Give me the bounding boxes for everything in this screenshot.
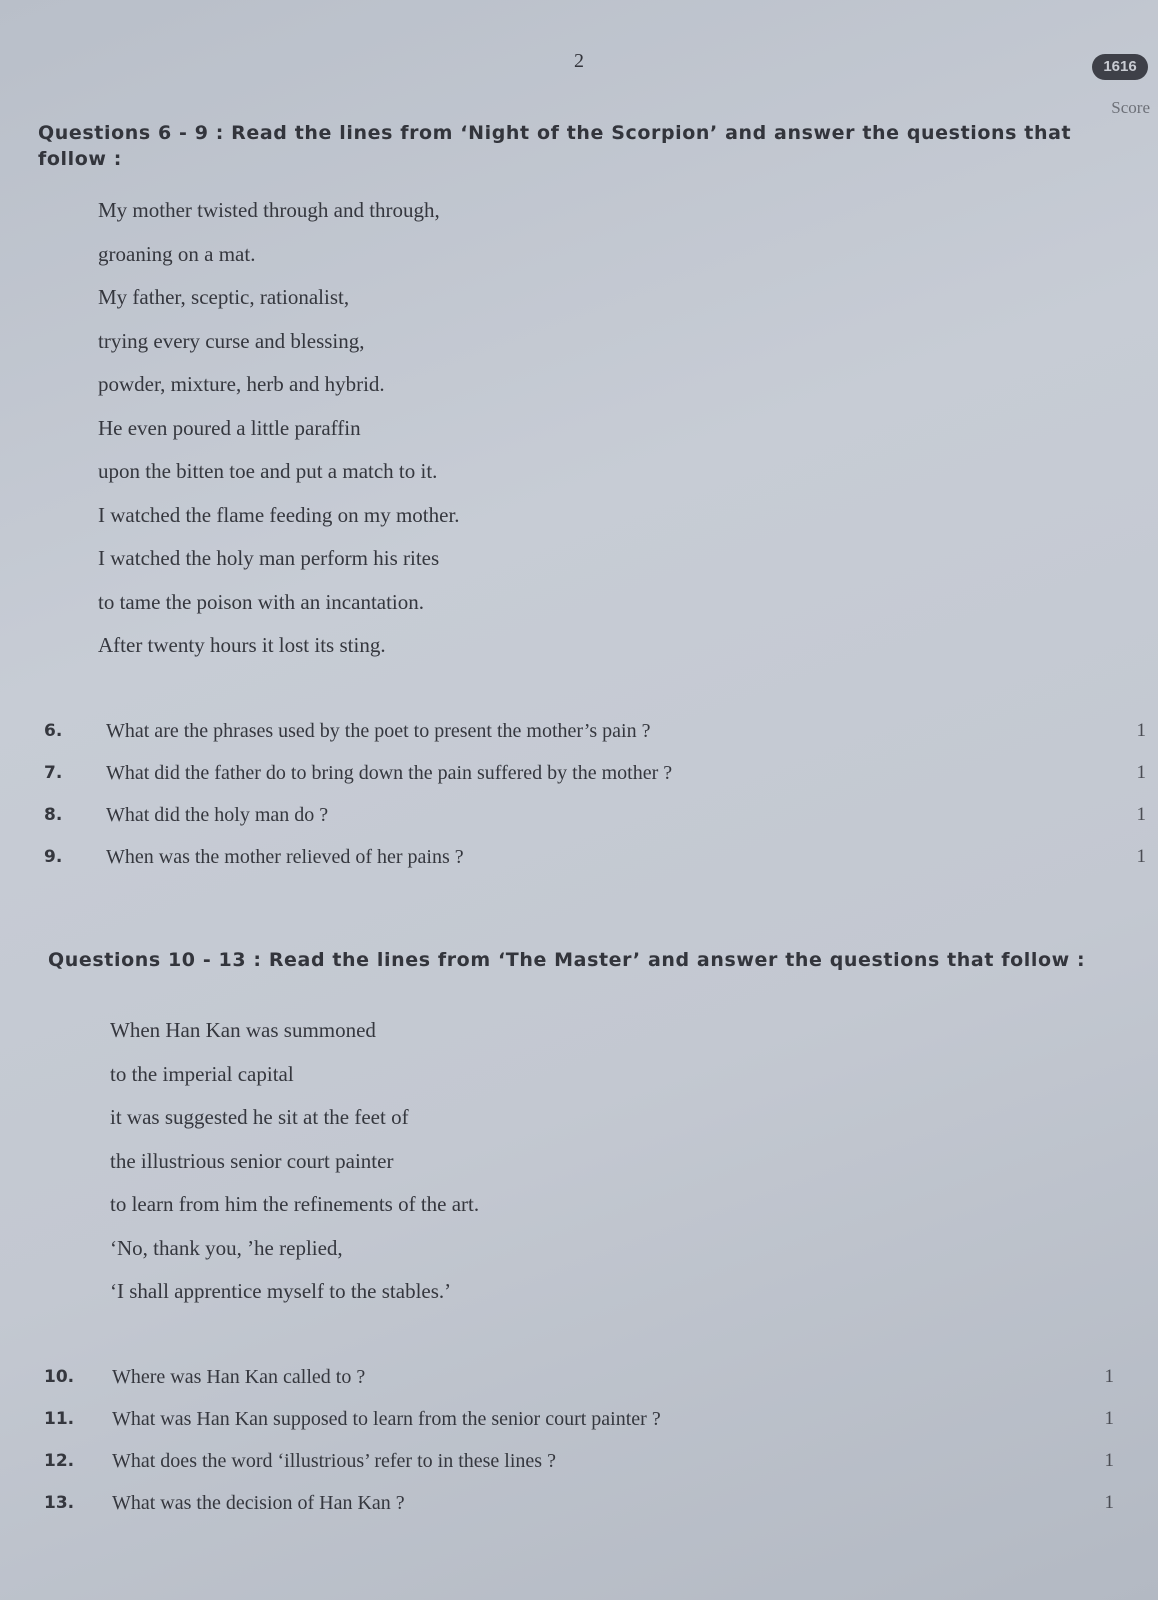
question-number: 7. bbox=[44, 763, 63, 783]
question-score: 1 bbox=[1136, 762, 1146, 783]
question-score: 1 bbox=[1136, 804, 1146, 825]
poem-line: groaning on a mat. bbox=[98, 241, 256, 266]
question-list bbox=[0, 1364, 1158, 1532]
question-number: 11. bbox=[44, 1409, 75, 1429]
poem-line: upon the bitten toe and put a match to it. bbox=[98, 459, 438, 483]
question-item bbox=[0, 760, 1158, 802]
question-item bbox=[0, 718, 1158, 760]
poem-line: He even poured a little paraffin bbox=[98, 415, 361, 440]
poem-extract bbox=[110, 1017, 479, 1322]
question-item bbox=[0, 1448, 1158, 1490]
question-item bbox=[0, 1406, 1158, 1448]
poem-line: trying every curse and blessing, bbox=[98, 328, 365, 353]
question-text: When was the mother relieved of her pains ? bbox=[106, 846, 464, 868]
poem-line: I watched the flame feeding on my mother. bbox=[98, 502, 460, 527]
poem-line: to tame the poison with an incantation. bbox=[98, 589, 425, 614]
score-column-label: Score bbox=[1111, 98, 1150, 117]
question-item bbox=[0, 844, 1158, 886]
question-text: What was the decision of Han Kan ? bbox=[112, 1492, 405, 1514]
question-item bbox=[0, 1490, 1158, 1532]
question-item bbox=[0, 1364, 1158, 1406]
question-number: 10. bbox=[44, 1367, 75, 1387]
poem-extract bbox=[98, 197, 460, 676]
question-score: 1 bbox=[1136, 846, 1146, 867]
paper-code-badge: 1616 bbox=[1092, 54, 1148, 80]
question-text: What does the word ‘illustrious’ refer to in these lines ? bbox=[112, 1450, 556, 1472]
poem-line: ‘No, thank you, ’he replied, bbox=[110, 1235, 343, 1260]
poem-line: the illustrious senior court painter bbox=[110, 1148, 394, 1173]
question-score: 1 bbox=[1104, 1492, 1114, 1513]
section-heading bbox=[38, 120, 1098, 172]
question-number: 12. bbox=[44, 1451, 75, 1471]
section-heading bbox=[48, 947, 1108, 973]
question-text: What was Han Kan supposed to learn from the senior court painter ? bbox=[112, 1408, 661, 1430]
question-item bbox=[0, 802, 1158, 844]
poem-line: powder, mixture, herb and hybrid. bbox=[98, 372, 385, 396]
poem-line: to the imperial capital bbox=[110, 1061, 294, 1086]
poem-line: After twenty hours it lost its sting. bbox=[98, 633, 386, 657]
question-text: What did the holy man do ? bbox=[106, 804, 329, 826]
poem-line: When Han Kan was summoned bbox=[110, 1018, 376, 1042]
poem-line: My mother twisted through and through, bbox=[98, 198, 440, 222]
section-heading-label: Questions 10 - 13 : bbox=[48, 949, 262, 971]
section-heading-label: Questions 6 - 9 : bbox=[38, 122, 224, 144]
question-text: What are the phrases used by the poet to present the mother’s pain ? bbox=[106, 720, 651, 742]
question-number: 6. bbox=[44, 721, 63, 741]
question-score: 1 bbox=[1104, 1408, 1114, 1429]
question-text: Where was Han Kan called to ? bbox=[112, 1366, 366, 1388]
question-number: 9. bbox=[44, 847, 63, 867]
poem-line: My father, sceptic, rationalist, bbox=[98, 285, 350, 309]
poem-line: it was suggested he sit at the feet of bbox=[110, 1105, 409, 1129]
page-number: 2 bbox=[574, 50, 584, 72]
question-list bbox=[0, 718, 1158, 886]
poem-line: ‘I shall apprentice myself to the stables.’ bbox=[110, 1279, 452, 1303]
question-number: 8. bbox=[44, 805, 63, 825]
poem-line: to learn from him the refinements of the art. bbox=[110, 1192, 480, 1216]
question-number: 13. bbox=[44, 1493, 75, 1513]
question-score: 1 bbox=[1104, 1450, 1114, 1471]
question-text: What did the father do to bring down the pain suffered by the mother ? bbox=[106, 762, 673, 784]
question-score: 1 bbox=[1136, 720, 1146, 741]
section-heading-text: Read the lines from ‘The Master’ and answer the questions that follow : bbox=[268, 949, 1086, 971]
question-score: 1 bbox=[1104, 1366, 1114, 1387]
poem-line: I watched the holy man perform his rites bbox=[98, 546, 440, 570]
section-heading-text: Read the lines from ‘Night of the Scorpion’ and answer the questions that follow : bbox=[38, 122, 1072, 170]
